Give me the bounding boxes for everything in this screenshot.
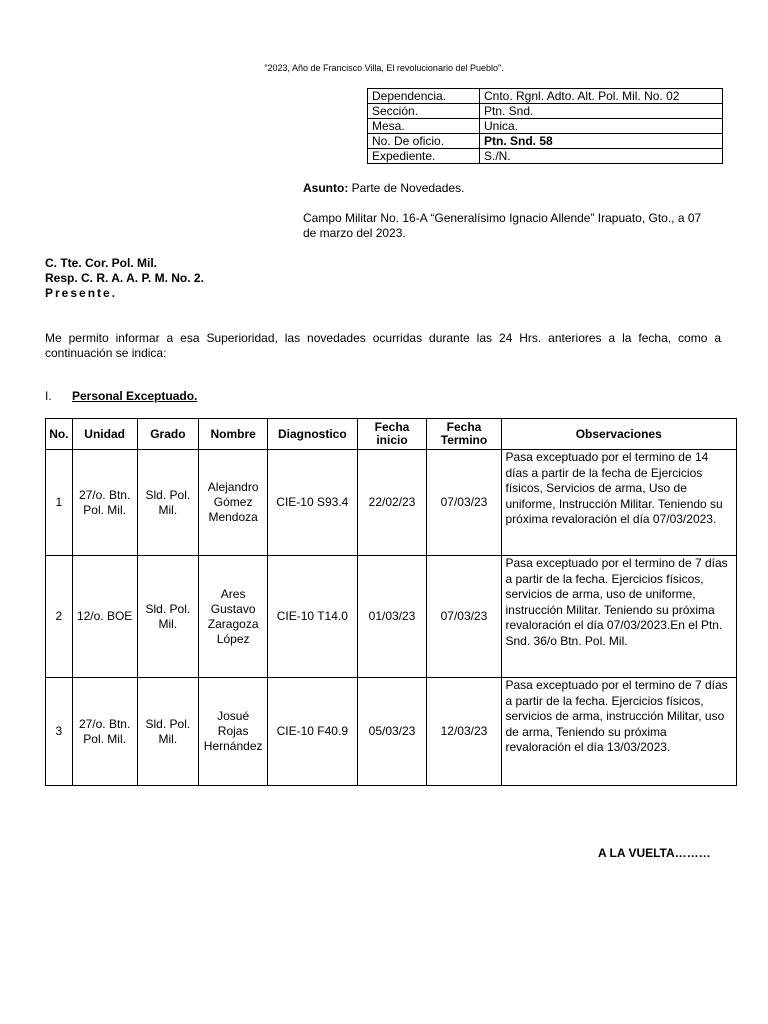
document-metadata-table xyxy=(367,88,723,164)
subject-line xyxy=(303,181,464,195)
section-heading xyxy=(45,389,197,403)
meta-row xyxy=(368,119,723,134)
cell-fecha-inicio: 01/03/23 xyxy=(357,556,427,678)
cell-observaciones: Pasa exceptuado por el termino de 7 días a partir de la fecha. Ejercicios físicos, servicios de arma, instrucción Militar, uso de arma, Teniendo su próxima revaloración el día 13/03/2023. xyxy=(501,678,737,786)
cell-no: 2 xyxy=(46,556,73,678)
meta-row xyxy=(368,89,723,104)
cell-diagnostico: CIE-10 F40.9 xyxy=(268,678,357,786)
meta-value: Unica. xyxy=(480,119,723,134)
cell-nombre: Ares Gustavo Zaragoza López xyxy=(199,556,268,678)
section-title: Personal Exceptuado. xyxy=(72,389,198,403)
header-no: No. xyxy=(46,419,73,450)
cell-nombre: Josué Rojas Hernández xyxy=(199,678,268,786)
table-header-row xyxy=(46,419,737,450)
header-nombre: Nombre xyxy=(199,419,268,450)
meta-row xyxy=(368,134,723,149)
addressee-role: Resp. C. R. A. A. P. M. No. 2. xyxy=(45,271,204,285)
meta-value: Ptn. Snd. xyxy=(480,104,723,119)
cell-diagnostico: CIE-10 S93.4 xyxy=(268,450,357,556)
exempt-personnel-table xyxy=(45,418,737,786)
cell-fecha-termino: 07/03/23 xyxy=(427,556,501,678)
cell-unidad: 27/o. Btn. Pol. Mil. xyxy=(72,678,137,786)
meta-label: Mesa. xyxy=(368,119,480,134)
subject-text: Parte de Novedades. xyxy=(351,181,465,195)
cell-fecha-termino: 07/03/23 xyxy=(427,450,501,556)
cell-diagnostico: CIE-10 T14.0 xyxy=(268,556,357,678)
meta-value: S./N. xyxy=(480,149,723,164)
header-unidad: Unidad xyxy=(72,419,137,450)
meta-row xyxy=(368,104,723,119)
cell-fecha-termino: 12/03/23 xyxy=(427,678,501,786)
motto-line: "2023, Año de Francisco Villa, El revolucionario del Pueblo". xyxy=(264,63,504,73)
cell-no: 3 xyxy=(46,678,73,786)
cell-fecha-inicio: 05/03/23 xyxy=(357,678,427,786)
meta-label: No. De oficio. xyxy=(368,134,480,149)
intro-paragraph: Me permito informar a esa Superioridad, las novedades ocurridas durante las 24 Hrs. anteriores a la fecha, como a continuación se indica: xyxy=(45,331,721,360)
section-number: I. xyxy=(45,389,52,403)
cell-grado: Sld. Pol. Mil. xyxy=(137,556,199,678)
table-row xyxy=(46,556,737,678)
place-date-line: Campo Militar No. 16-A “Generalísimo Ignacio Allende” Irapuato, Gto., a 07 de marzo del 2023. xyxy=(303,211,702,240)
table-row xyxy=(46,450,737,556)
cell-grado: Sld. Pol. Mil. xyxy=(137,678,199,786)
addressee-block xyxy=(45,256,204,301)
header-diagnostico: Diagnostico xyxy=(268,419,357,450)
header-fecha-termino: Fecha Termino xyxy=(427,419,501,450)
meta-value: Ptn. Snd. 58 xyxy=(480,134,723,149)
meta-label: Dependencia. xyxy=(368,89,480,104)
meta-row xyxy=(368,149,723,164)
cell-observaciones: Pasa exceptuado por el termino de 14 días a partir de la fecha de Ejercicios físicos, Servicios de arma, Uso de uniforme, Instrucción Militar. Teniendo su próxima revaloración el día 07/03/2023. xyxy=(501,450,737,556)
meta-label: Sección. xyxy=(368,104,480,119)
meta-label: Expediente. xyxy=(368,149,480,164)
header-fecha-inicio: Fecha inicio xyxy=(357,419,427,450)
header-grado: Grado xyxy=(137,419,199,450)
cell-unidad: 12/o. BOE xyxy=(72,556,137,678)
continued-overleaf-note: A LA VUELTA……… xyxy=(598,846,711,860)
header-observaciones: Observaciones xyxy=(501,419,737,450)
table-row xyxy=(46,678,737,786)
cell-fecha-inicio: 22/02/23 xyxy=(357,450,427,556)
cell-nombre: Alejandro Gómez Mendoza xyxy=(199,450,268,556)
cell-no: 1 xyxy=(46,450,73,556)
cell-grado: Sld. Pol. Mil. xyxy=(137,450,199,556)
addressee-rank: C. Tte. Cor. Pol. Mil. xyxy=(45,256,158,270)
meta-value: Cnto. Rgnl. Adto. Alt. Pol. Mil. No. 02 xyxy=(480,89,723,104)
cell-observaciones: Pasa exceptuado por el termino de 7 días a partir de la fecha. Ejercicios físicos, servicios de arma, uso de uniforme, instrucción Militar. Teniendo su próxima revaloración el día 07/03/2023.En el Ptn. Snd. 36/o Btn. Pol. Mil. xyxy=(501,556,737,678)
addressee-presente: Presente. xyxy=(45,286,118,300)
subject-label: Asunto: xyxy=(303,181,349,195)
cell-unidad: 27/o. Btn. Pol. Mil. xyxy=(72,450,137,556)
